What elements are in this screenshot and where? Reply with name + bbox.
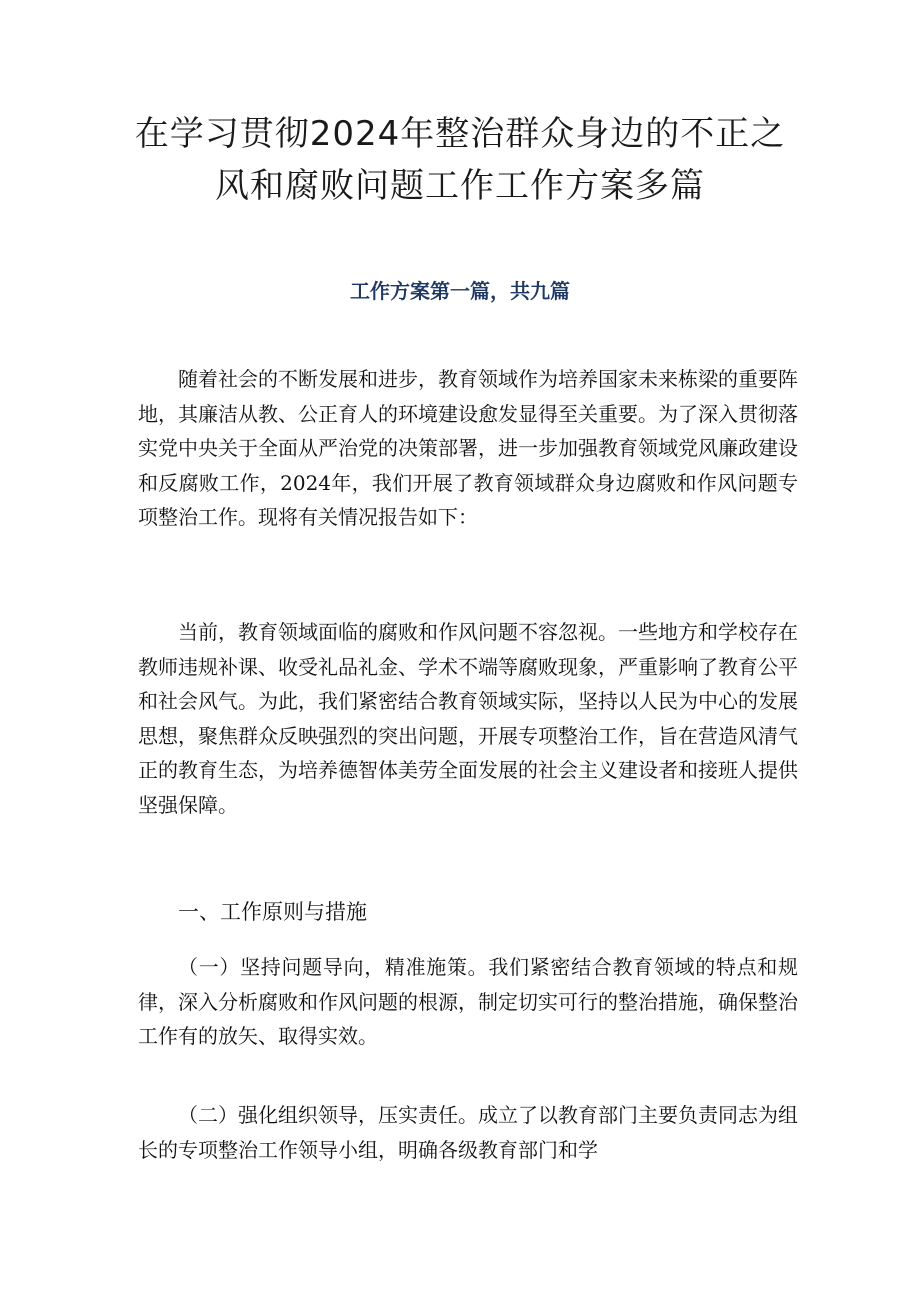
- section-item-1: （一）坚持问题导向，精准施策。我们紧密结合教育领域的特点和规律，深入分析腐败和作风问题的根源，制定切实可行的整治措施，确保整治工作有的放矢、取得实效。: [138, 955, 798, 1048]
- document-subtitle: 工作方案第一篇，共九篇: [350, 279, 570, 303]
- background-paragraph: 当前，教育领域面临的腐败和作风问题不容忽视。一些地方和学校存在教师违规补课、收受礼品礼金、学术不端等腐败现象，严重影响了教育公平和社会风气。为此，我们紧密结合教育领域实际，坚持以人民为中心的发展思想，聚焦群众反映强烈的突出问题，开展专项整治工作，旨在营造风清气正的教育生态，为培养德智体美劳全面发展的社会主义建设者和接班人提供坚强保障。: [138, 620, 798, 817]
- section-heading: 一、工作原则与措施: [178, 900, 367, 924]
- intro-paragraph: 随着社会的不断发展和进步，教育领域作为培养国家未来栋梁的重要阵地，其廉洁从教、公正育人的环境建设愈发显得至关重要。为了深入贯彻落实党中央关于全面从严治党的决策部署，进一步加强教育领域党风廉政建设和反腐败工作，2024年，我们开展了教育领域群众身边腐败和作风问题专项整治工作。现将有关情况报告如下：: [138, 367, 798, 529]
- document-title: [100, 108, 820, 212]
- title-line-1: 在学习贯彻2024年整治群众身边的不正之: [134, 114, 786, 154]
- title-line-2: 风和腐败问题工作工作方案多篇: [215, 166, 705, 206]
- section-item-2: （二）强化组织领导，压实责任。成立了以教育部门主要负责同志为组长的专项整治工作领导小组，明确各级教育部门和学: [138, 1103, 798, 1162]
